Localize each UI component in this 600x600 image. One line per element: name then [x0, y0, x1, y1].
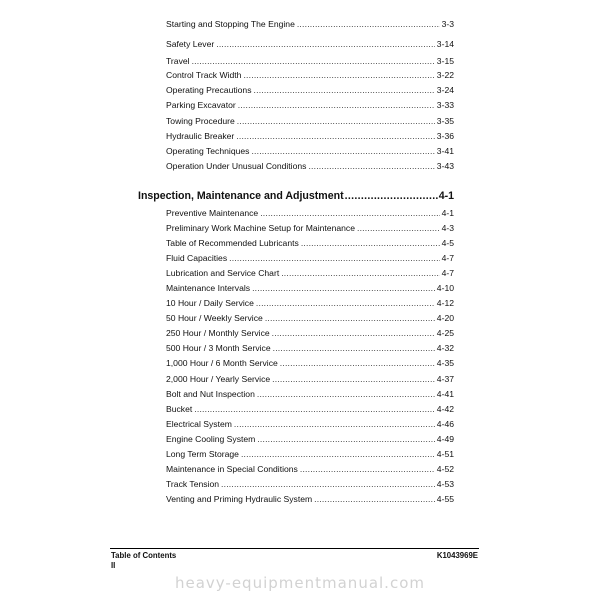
toc-entry[interactable] [166, 70, 454, 81]
toc-entry-title: Long Term Storage [166, 449, 239, 459]
footer-section-label: Table of Contents [111, 551, 177, 560]
toc-entry-title: Safety Lever [166, 39, 215, 49]
toc-entry-page: 3-15 [436, 56, 454, 66]
toc-entry[interactable] [166, 328, 454, 339]
toc-entry-title: Venting and Priming Hydraulic System [166, 494, 313, 504]
toc-entry[interactable] [166, 19, 454, 30]
toc-leader [251, 146, 434, 157]
toc-leader [260, 208, 439, 219]
toc-entry-page: 4-3 [441, 223, 454, 233]
toc-entry-page: 3-24 [436, 85, 454, 95]
toc-entry[interactable] [166, 268, 454, 279]
toc-leader [297, 19, 440, 30]
toc-leader [256, 298, 435, 309]
toc-leader [252, 283, 435, 294]
toc-entry-page: 3-14 [436, 39, 454, 49]
toc-entry[interactable] [166, 238, 454, 249]
toc-entry[interactable] [166, 39, 454, 50]
toc-leader [237, 116, 435, 127]
toc-entry-page: 4-55 [436, 494, 454, 504]
toc-entry[interactable] [166, 223, 454, 234]
toc-leader [241, 449, 435, 460]
toc-leader [280, 358, 435, 369]
toc-leader [308, 161, 434, 172]
toc-entry-page: 4-53 [436, 479, 454, 489]
footer-doc-code: K1043969E [436, 551, 478, 560]
toc-entry[interactable] [166, 298, 454, 309]
toc-entry[interactable] [166, 479, 454, 490]
toc-entry[interactable] [166, 313, 454, 324]
toc-entry-page: 4-5 [441, 238, 454, 248]
toc-entry[interactable] [166, 146, 454, 157]
toc-leader [229, 253, 439, 264]
toc-entry[interactable] [166, 131, 454, 142]
toc-leader [234, 419, 435, 430]
toc-leader [357, 223, 440, 234]
toc-entry-title: Travel [166, 56, 190, 66]
toc-entry-page: 4-32 [436, 343, 454, 353]
toc-entry-page: 3-43 [436, 161, 454, 171]
toc-leader [243, 70, 434, 81]
toc-leader [345, 190, 438, 203]
toc-entry-title: Preliminary Work Machine Setup for Maintenance [166, 223, 355, 233]
toc-leader [281, 268, 439, 279]
toc-entry[interactable] [166, 116, 454, 127]
section-title: Inspection, Maintenance and Adjustment [138, 190, 344, 202]
toc-entry[interactable] [166, 161, 454, 172]
toc-entry-title: Maintenance in Special Conditions [166, 464, 298, 474]
toc-entry-page: 4-52 [436, 464, 454, 474]
toc-entry-title: Track Tension [166, 479, 220, 489]
footer-divider [110, 548, 479, 549]
toc-entry[interactable] [166, 449, 454, 460]
toc-entry-title: Bucket [166, 404, 193, 414]
toc-entry-title: Operating Precautions [166, 85, 252, 95]
toc-entry-title: Electrical System [166, 419, 232, 429]
toc-entry[interactable] [166, 56, 454, 67]
toc-leader [300, 464, 435, 475]
toc-entry-page: 4-25 [436, 328, 454, 338]
toc-entry-title: Fluid Capacities [166, 253, 228, 263]
toc-entry-title: 1,000 Hour / 6 Month Service [166, 358, 278, 368]
toc-entry-page: 4-41 [436, 389, 454, 399]
toc-leader [236, 131, 435, 142]
toc-entry-title: 2,000 Hour / Yearly Service [166, 374, 271, 384]
toc-leader [257, 389, 435, 400]
toc-entry-page: 4-1 [441, 208, 454, 218]
toc-entry-page: 4-37 [436, 374, 454, 384]
toc-leader [265, 313, 435, 324]
toc-entry-page: 4-12 [436, 298, 454, 308]
toc-entry-page: 4-35 [436, 358, 454, 368]
toc-entry-title: Parking Excavator [166, 100, 236, 110]
section-page: 4-1 [438, 190, 454, 202]
toc-entry-title: Operating Techniques [166, 146, 250, 156]
toc-entry-page: 4-49 [436, 434, 454, 444]
toc-entry-page: 3-36 [436, 131, 454, 141]
toc-entry-title: Bolt and Nut Inspection [166, 389, 255, 399]
toc-leader [238, 100, 435, 111]
toc-leader [314, 494, 435, 505]
toc-entry-title: Operation Under Unusual Conditions [166, 161, 307, 171]
toc-entry[interactable] [166, 404, 454, 415]
toc-leader [273, 343, 435, 354]
toc-entry[interactable] [166, 374, 454, 385]
toc-entry[interactable] [166, 283, 454, 294]
footer-page-number: II [111, 561, 116, 570]
toc-entry[interactable] [166, 85, 454, 96]
toc-entry-page: 3-33 [436, 100, 454, 110]
watermark: heavy-equipmentmanual.com [175, 574, 425, 592]
toc-entry-page: 3-41 [436, 146, 454, 156]
toc-leader [221, 479, 435, 490]
toc-section-heading[interactable] [138, 190, 454, 203]
toc-entry[interactable] [166, 253, 454, 264]
toc-entry-title: Lubrication and Service Chart [166, 268, 280, 278]
toc-entry-title: Preventive Maintenance [166, 208, 259, 218]
toc-entry[interactable] [166, 494, 454, 505]
toc-entry-page: 4-42 [436, 404, 454, 414]
toc-entry-page: 4-10 [436, 283, 454, 293]
toc-entry-page: 3-22 [436, 70, 454, 80]
toc-entry-title: Control Track Width [166, 70, 242, 80]
toc-entry[interactable] [166, 389, 454, 400]
toc-entry[interactable] [166, 100, 454, 111]
toc-entry[interactable] [166, 343, 454, 354]
toc-entry-title: Maintenance Intervals [166, 283, 251, 293]
toc-entry[interactable] [166, 419, 454, 430]
toc-leader [194, 404, 435, 415]
toc-entry-title: 50 Hour / Weekly Service [166, 313, 263, 323]
toc-leader [254, 85, 435, 96]
toc-leader [257, 434, 434, 445]
toc-entry-page: 3-3 [441, 19, 454, 29]
toc-leader [272, 328, 435, 339]
toc-entry-title: Table of Recommended Lubricants [166, 238, 299, 248]
toc-entry-page: 4-46 [436, 419, 454, 429]
toc-entry-title: 10 Hour / Daily Service [166, 298, 254, 308]
toc-entry[interactable] [166, 464, 454, 475]
toc-entry-page: 4-20 [436, 313, 454, 323]
toc-entry-title: Towing Procedure [166, 116, 235, 126]
toc-leader [216, 39, 435, 50]
toc-entry-page: 4-7 [441, 253, 454, 263]
toc-entry-title: Hydraulic Breaker [166, 131, 235, 141]
toc-entry-title: Starting and Stopping The Engine [166, 19, 295, 29]
toc-entry-title: 500 Hour / 3 Month Service [166, 343, 271, 353]
toc-entry-title: Engine Cooling System [166, 434, 256, 444]
toc-leader [301, 238, 440, 249]
toc-entry[interactable] [166, 434, 454, 445]
toc-entry[interactable] [166, 208, 454, 219]
toc-entry[interactable] [166, 358, 454, 369]
toc-leader [272, 374, 435, 385]
toc-entry-page: 4-51 [436, 449, 454, 459]
toc-leader [192, 56, 435, 67]
toc-entry-page: 3-35 [436, 116, 454, 126]
toc-entry-title: 250 Hour / Monthly Service [166, 328, 270, 338]
toc-entry-page: 4-7 [441, 268, 454, 278]
